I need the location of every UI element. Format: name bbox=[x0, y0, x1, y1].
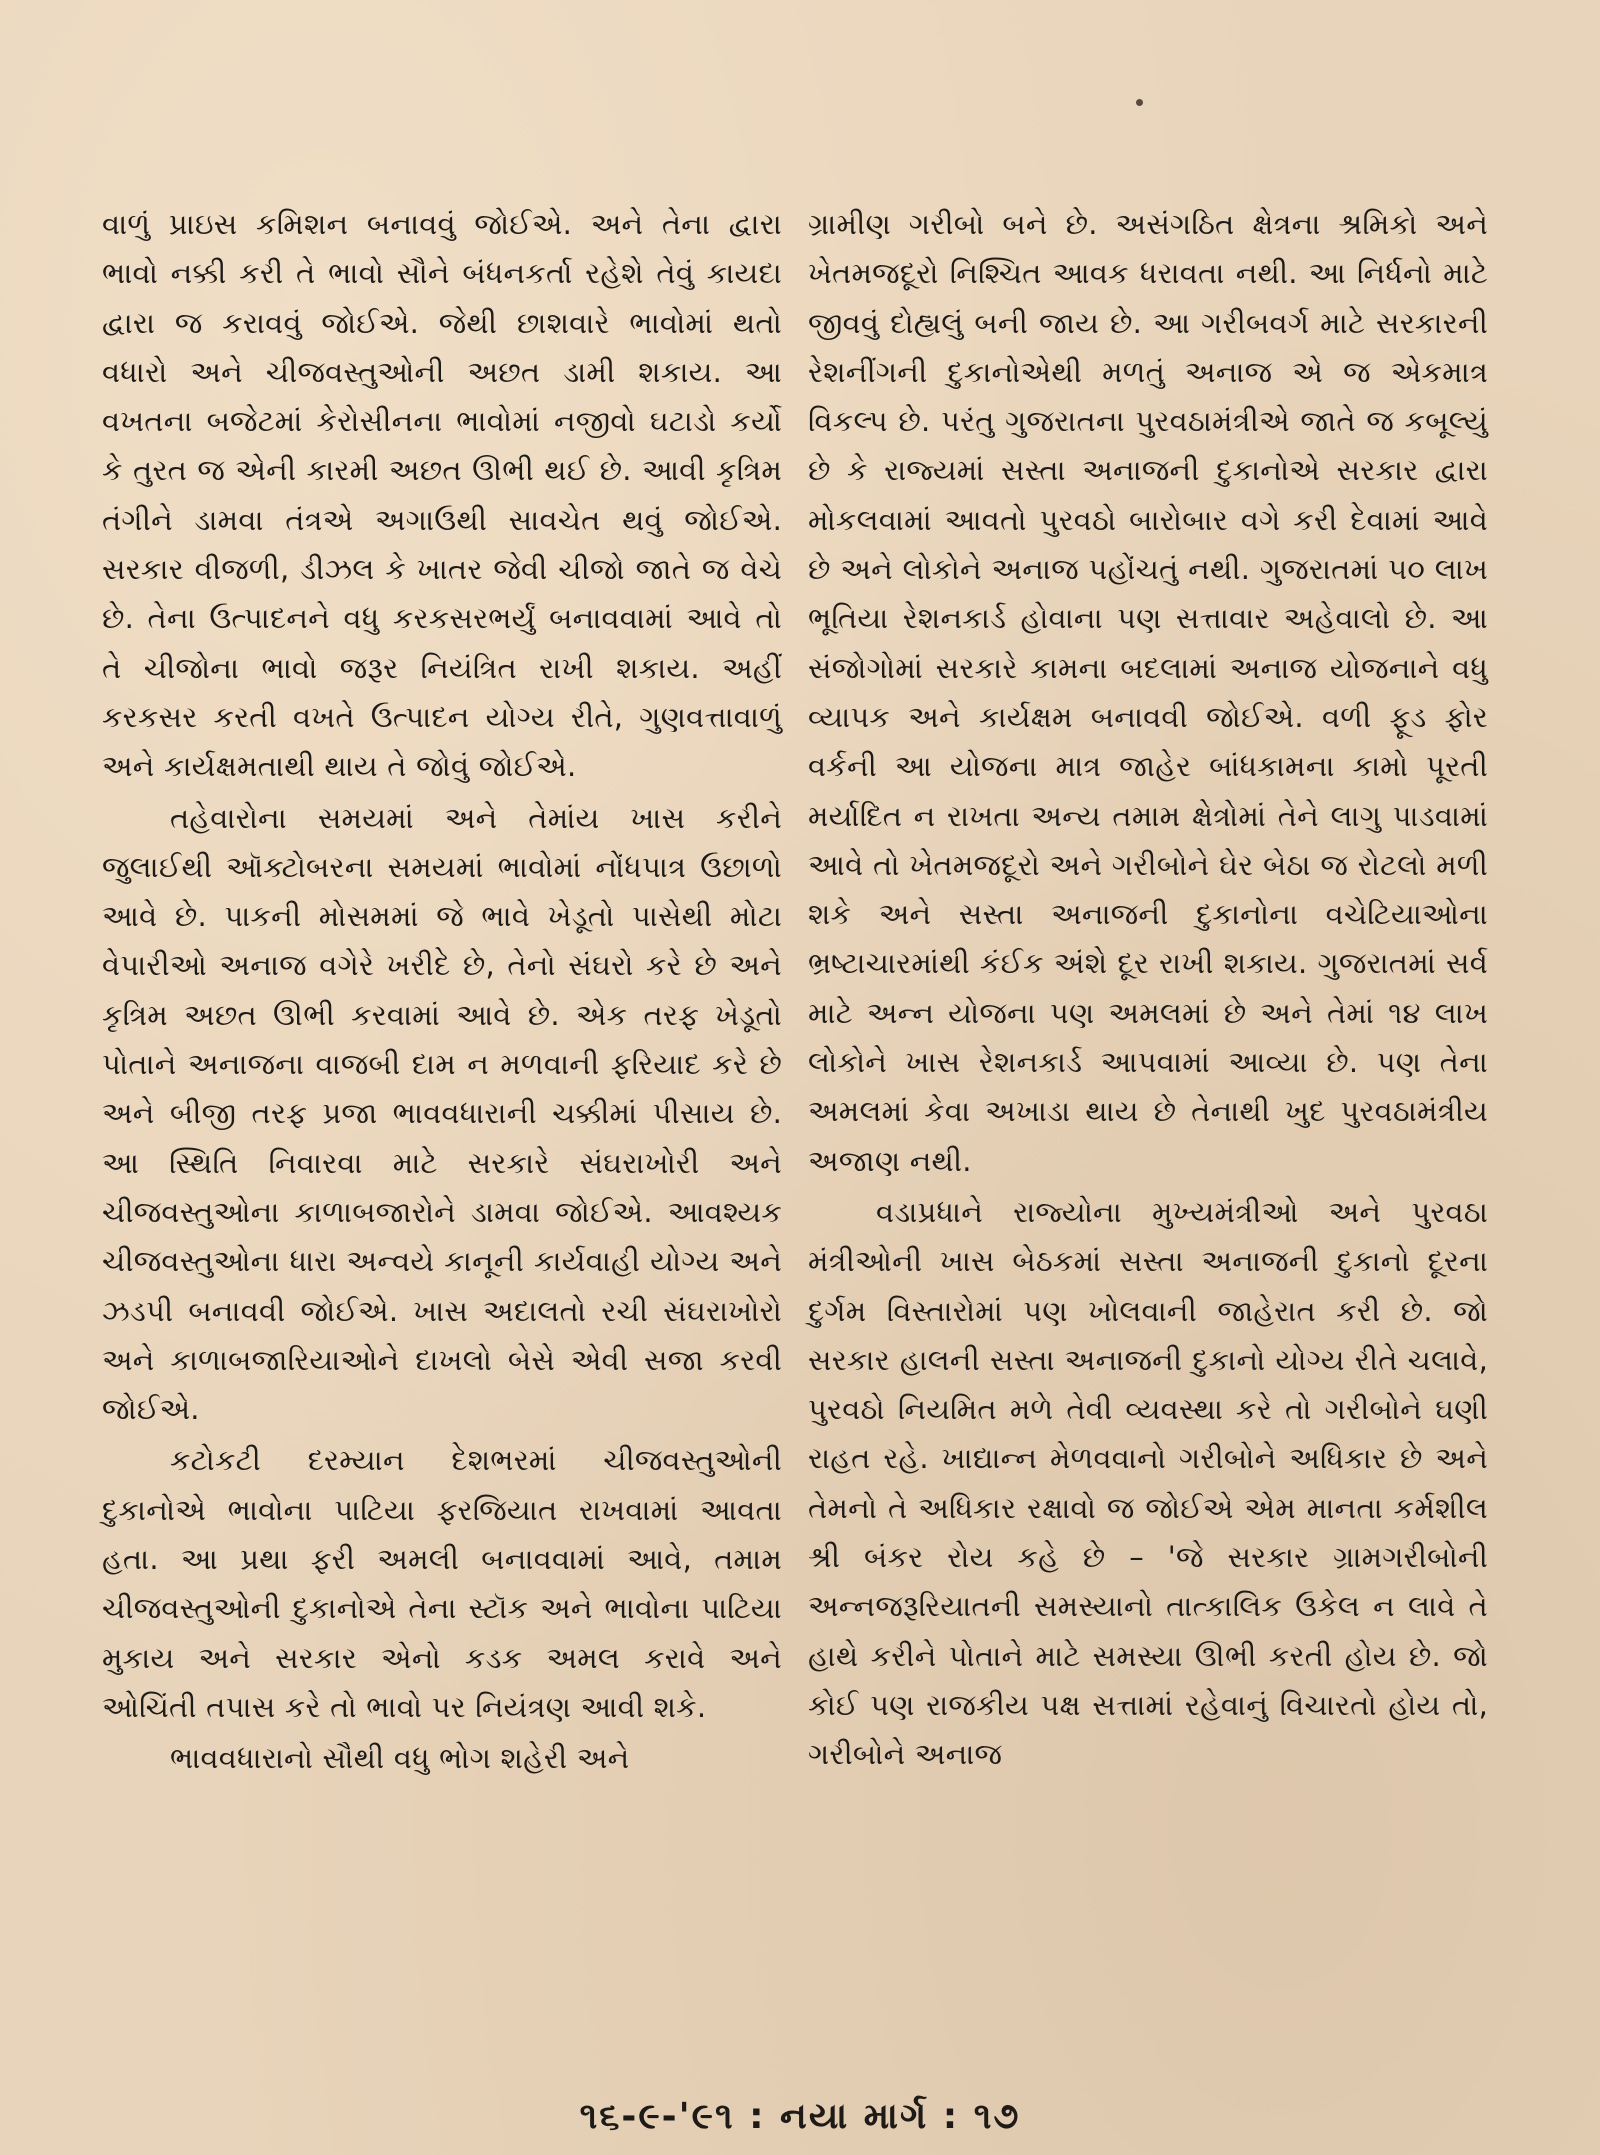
right-text-column bbox=[808, 200, 1488, 1780]
left-text-column bbox=[102, 200, 782, 1784]
ink-speck bbox=[1136, 99, 1143, 106]
left-paragraph-2: તહેવારોના સમયમાં અને તેમાંય ખાસ કરીને જુલાઈથી ઑક્ટોબરના સમયમાં ભાવોમાં નોંધપાત્ર ઉછાળો આવે છે. પાકની મોસમમાં જે ભાવે ખેડૂતો પાસેથી મોટા વેપારીઓ અનાજ વગેરે ખરીદે છે, તેનો સંઘરો કરે છે અને કૃત્રિમ અછત ઊભી કરવામાં આવે છે. એક તરફ ખેડૂતો પોતાને અનાજના વાજબી દામ ન મળવાની ફરિયાદ કરે છે અને બીજી તરફ પ્રજા ભાવવધારાની ચક્કીમાં પીસાય છે. આ સ્થિતિ નિવારવા માટે સરકારે સંઘરાખોરી અને ચીજવસ્તુઓના કાળાબજારોને ડામવા જોઈએ. આવશ્યક ચીજવસ્તુઓના ધારા અન્વયે કાનૂની કાર્યવાહી યોગ્ય અને ઝડપી બનાવવી જોઈએ. ખાસ અદાલતો રચી સંઘરાખોરો અને કાળાબજારિયાઓને દાખલો બેસે એવી સજા કરવી જોઈએ. bbox=[102, 800, 782, 1427]
page-footer-date-title-number: ૧૬-૯-'૯૧ : નયા માર્ગ : ૧૭ bbox=[579, 2096, 1021, 2137]
right-paragraph-2: વડાપ્રધાને રાજ્યોના મુખ્યમંત્રીઓ અને પુરવઠા મંત્રીઓની ખાસ બેઠકમાં સસ્તા અનાજની દુકાનો દૂરના દુર્ગમ વિસ્તારોમાં પણ ખોલવાની જાહેરાત કરી છે. જો સરકાર હાલની સસ્તા અનાજની દુકાનો યોગ્ય રીતે ચલાવે, પુરવઠો નિયમિત મળે તેવી વ્યવસ્થા કરે તો ગરીબોને ઘણી રાહત રહે. ખાદ્યાન્ન મેળવવાનો ગરીબોને અધિકાર છે અને તેમનો તે અધિકાર રક્ષાવો જ જોઈએ એમ માનતા કર્મશીલ શ્રી બંકર રોય કહે છે – 'જે સરકાર ગ્રામગરીબોની અન્નજરૂરિયાતની સમસ્યાનો તાત્કાલિક ઉકેલ ન લાવે તે હાથે કરીને પોતાને માટે સમસ્યા ઊભી કરતી હોય છે. જો કોઈ પણ રાજકીય પક્ષ સત્તામાં રહેવાનું વિચારતો હોય તો, ગરીબોને અનાજ bbox=[808, 1194, 1488, 1772]
left-paragraph-3: કટોકટી દરમ્યાન દેશભરમાં ચીજવસ્તુઓની દુકાનોએ ભાવોના પાટિયા ફરજિયાત રાખવામાં આવતા હતા. આ પ્રથા ફરી અમલી બનાવવામાં આવે, તમામ ચીજવસ્તુઓની દુકાનોએ તેના સ્ટૉક અને ભાવોના પાટિયા મુકાય અને સરકાર એનો કડક અમલ કરાવે અને ઓચિંતી તપાસ કરે તો ભાવો પર નિયંત્રણ આવી શકે. bbox=[102, 1443, 782, 1724]
right-paragraph-1: ગ્રામીણ ગરીબો બને છે. અસંગઠિત ક્ષેત્રના શ્રમિકો અને ખેતમજદૂરો નિશ્ચિત આવક ધરાવતા નથી. આ નિર્ધનો માટે જીવવું દોહ્યલું બની જાય છે. આ ગરીબવર્ગ માટે સરકારની રેશનીંગની દુકાનોએથી મળતું અનાજ એ જ એકમાત્ર વિકલ્પ છે. પરંતુ ગુજરાતના પુરવઠામંત્રીએ જાતે જ કબૂલ્યું છે કે રાજ્યમાં સસ્તા અનાજની દુકાનોએ સરકાર દ્વારા મોકલવામાં આવતો પુરવઠો બારોબાર વગે કરી દેવામાં આવે છે અને લોકોને અનાજ પહોંચતું નથી. ગુજરાતમાં ૫૦ લાખ ભૂતિયા રેશનકાર્ડ હોવાના પણ સત્તાવાર અહેવાલો છે. આ સંજોગોમાં સરકારે કામના બદલામાં અનાજ યોજનાને વધુ વ્યાપક અને કાર્યક્ષમ બનાવવી જોઈએ. વળી ફૂડ ફોર વર્કની આ યોજના માત્ર જાહેર બાંધકામના કામો પૂરતી મર્યાદિત ન રાખતા અન્ય તમામ ક્ષેત્રોમાં તેને લાગુ પાડવામાં આવે તો ખેતમજદૂરો અને ગરીબોને ઘેર બેઠા જ રોટલો મળી શકે અને સસ્તા અનાજની દુકાનોના વચેટિયાઓના ભ્રષ્ટાચારમાંથી કંઈક અંશે દૂર રાખી શકાય. ગુજરાતમાં સર્વ માટે અન્ન યોજના પણ અમલમાં છે અને તેમાં ૧૪ લાખ લોકોને ખાસ રેશનકાર્ડ આપવામાં આવ્યા છે. પણ તેના અમલમાં કેવા અખાડા થાય છે તેનાથી ખુદ પુરવઠામંત્રીય અજાણ નથી. bbox=[808, 207, 1488, 1178]
left-paragraph-4: ભાવવધારાનો સૌથી વધુ ભોગ શહેરી અને bbox=[170, 1741, 630, 1776]
left-paragraph-1: વાળું પ્રાઇસ કમિશન બનાવવું જોઈએ. અને તેના દ્વારા ભાવો નક્કી કરી તે ભાવો સૌને બંધનકર્તા રહેશે તેવું કાયદા દ્વારા જ કરાવવું જોઈએ. જેથી છાશવારે ભાવોમાં થતો વધારો અને ચીજવસ્તુઓની અછત ડામી શકાય. આ વખતના બજેટમાં કેરોસીનના ભાવોમાં નજીવો ઘટાડો કર્યો કે તુરત જ એની કારમી અછત ઊભી થઈ છે. આવી કૃત્રિમ તંગીને ડામવા તંત્રએ અગાઉથી સાવચેત થવું જોઈએ. સરકાર વીજળી, ડીઝલ કે ખાતર જેવી ચીજો જાતે જ વેચે છે. તેના ઉત્પાદનને વધુ કરકસરભર્યું બનાવવામાં આવે તો તે ચીજોના ભાવો જરૂર નિયંત્રિત રાખી શકાય. અહીં કરકસર કરતી વખતે ઉત્પાદન યોગ્ય રીતે, ગુણવત્તાવાળું અને કાર્યક્ષમતાથી થાય તે જોવું જોઈએ. bbox=[102, 207, 782, 784]
